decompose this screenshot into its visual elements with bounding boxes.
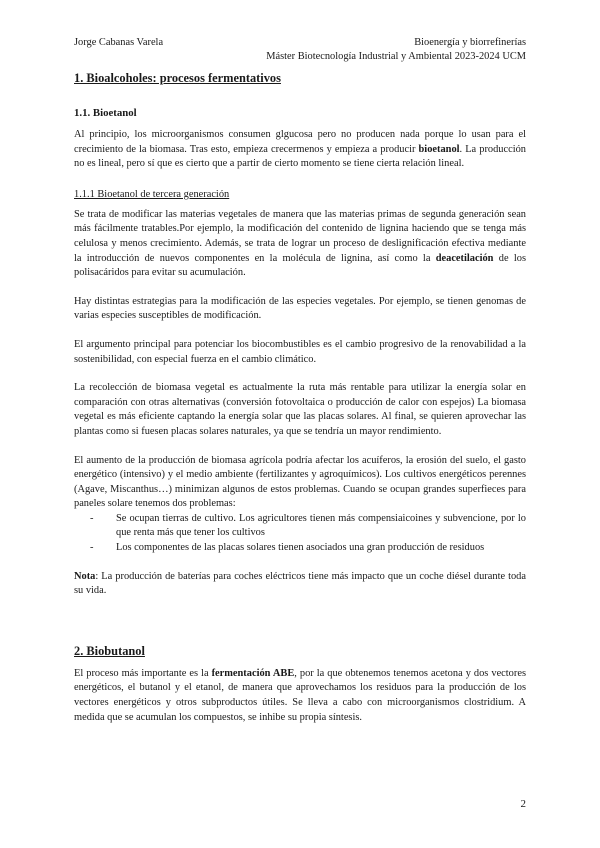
header-course: Bioenergía y biorrefinerías	[414, 37, 526, 48]
paragraph-recoleccion: La recolección de biomasa vegetal es actualmente la ruta más rentable para utilizar la energía solar en comparación con otras alternativas (conversión fotovoltaica o producción de calor con espejos) La biomasa vegetal es más eficiente captando la energía solar que las placas solares. Al final, se quieren aprovechar las plantas como si fuesen placas solares naturales, ya que se tendría un mayor rendimiento.	[74, 382, 526, 437]
paragraph-tercera-generacion: Se trata de modificar las materias vegetales de manera que las materias primas de segunda generación sean más fácilmente tratables.Por ejemplo, la modificación del contenido de lignina haciendo que se tenga más celulosa y menos crecimiento. Además, se trata de lograr un proceso de deslignificación efectiva mediante la introducción de nuevos componentes en la molécula de lignina, así como la deacetilación de los polisacáridos para evitar su acumulación.	[74, 208, 526, 279]
subsection-1-1-title: 1.1. Bioetanol	[74, 107, 137, 119]
header-program: Máster Biotecnología Industrial y Ambiental 2023-2024 UCM	[266, 51, 526, 62]
paragraph-argumento: El argumento principal para potenciar los biocombustibles es el cambio progresivo de la renovabilidad a la sostenibilidad, con especial fuerza en el cambio climático.	[74, 338, 526, 365]
section-2-title: 2. Biobutanol	[74, 643, 145, 658]
note-label: Nota	[74, 570, 96, 582]
paragraph-estrategias: Hay distintas estrategias para la modificación de las especies vegetales. Por ejemplo, se tienen genomas de varias especies susceptibles de modificación.	[74, 295, 526, 322]
paragraph-aumento-produccion: El aumento de la producción de biomasa agrícola podría afectar los acuíferos, la erosión del suelo, el gasto energético (intensivo) y el medio ambiente (fertilizantes y agroquímicos). Los cultivos energéticos perennes (Agave, Miscanthus…) minimizan algunos de estos problemas. Cuando se ocupan grandes superfieces para paneles solare tenemos dos problemas:	[74, 454, 526, 510]
header-author: Jorge Cabanas Varela	[74, 37, 164, 48]
page-content	[74, 70, 526, 725]
list-item: - Los componentes de las placas solares tienen asociados una gran producción de residuos	[98, 541, 526, 556]
note-paragraph: Nota: La producción de baterías para coches eléctricos tiene más impacto que un coche diésel durante toda su vida.	[74, 570, 526, 597]
page-number: 2	[520, 798, 526, 811]
paragraph-biobutanol: El proceso más importante es la fermentación ABE, por la que obtenemos tenemos acetona y dos vectores energéticos, el butanol y el etanol, de manera que aprovechamos los residuos para la producción de los vectores energéticos y otros subproductos útiles. Se lleva a cabo con microorganismos clostridium. A medida que se acumulan los compuestos, se inhibe su propia síntesis.	[74, 667, 526, 723]
list-item: - Se ocupan tierras de cultivo. Los agricultores tienen más compensiaicoines y subvencione, por lo que renta más que tener los cultivos	[98, 512, 526, 541]
section-1-title: 1. Bioalcoholes: procesos fermentativos	[74, 71, 281, 85]
problems-list	[74, 512, 526, 556]
subsection-1-1-1-title: 1.1.1 Bioetanol de tercera generación	[74, 188, 230, 200]
paragraph-bioetanol: Al principio, los microorganismos consumen glgucosa pero no producen nada porque lo usan para el crecimiento de la biomasa. Tras esto, empieza crecermenos y empieza a producir bioetanol. La producción no es lineal, pero sí que es cierto que a partir de cierto momento se tiene cierta relación lineal.	[74, 129, 526, 170]
